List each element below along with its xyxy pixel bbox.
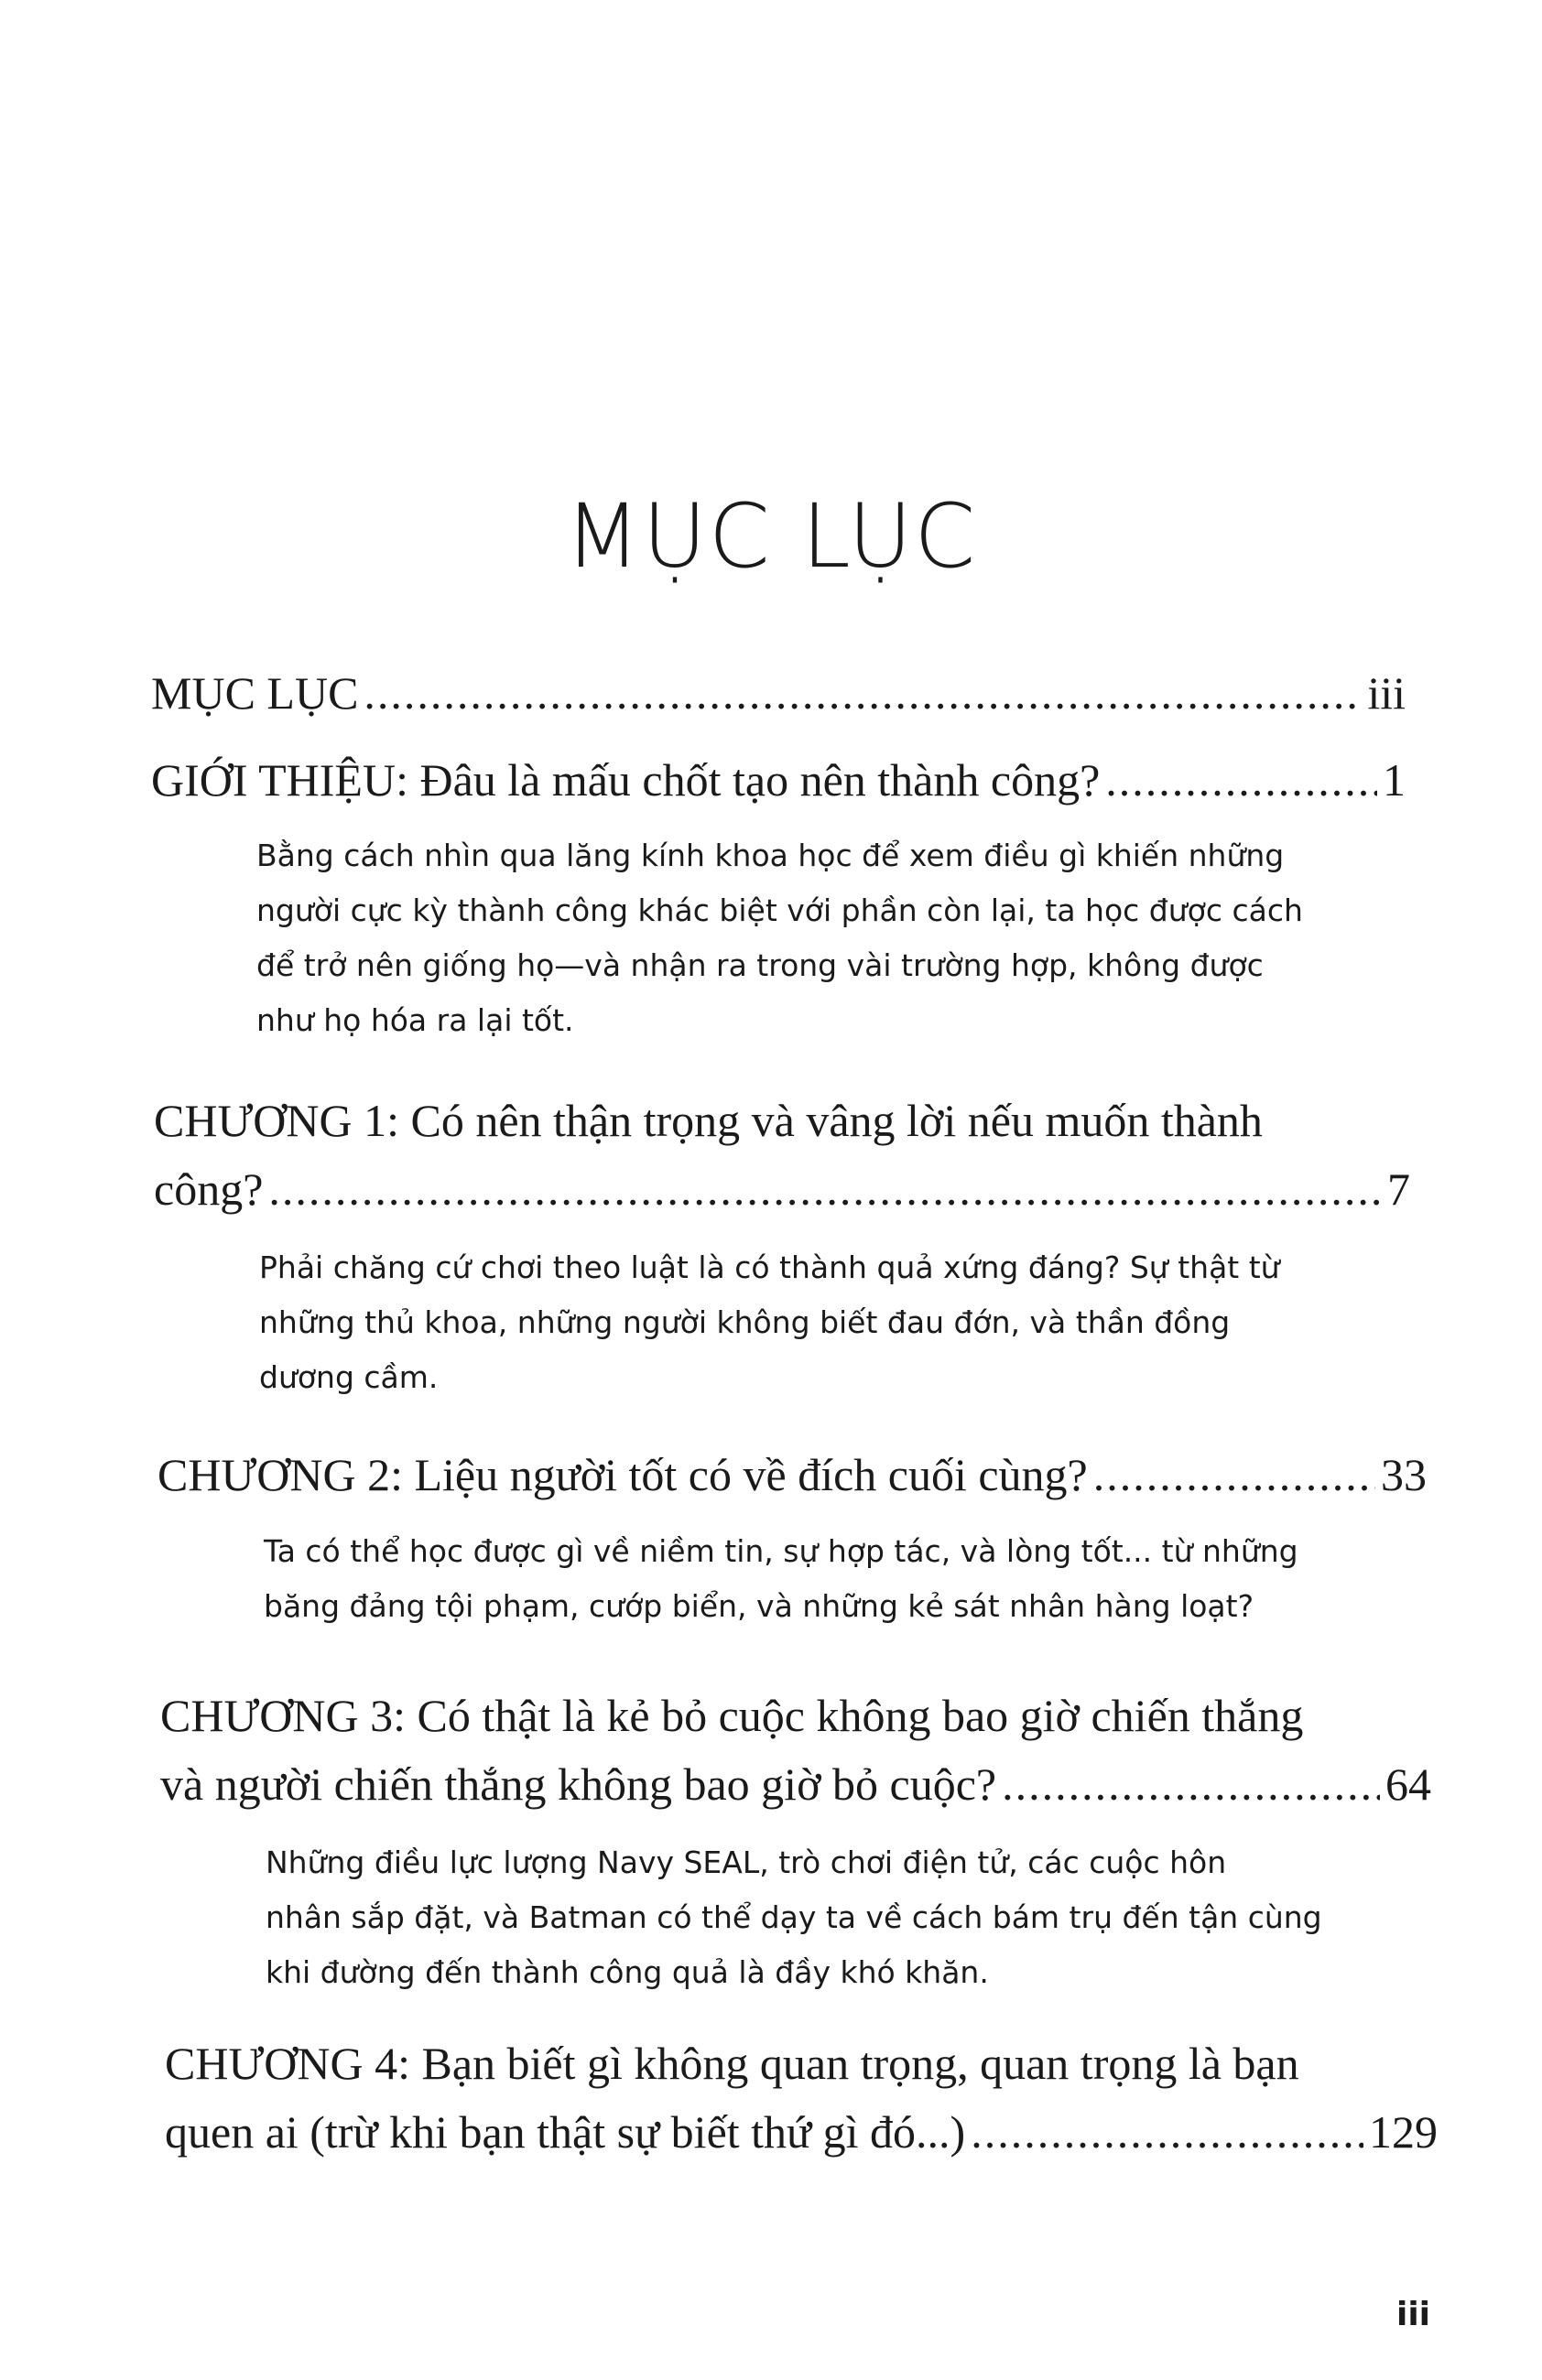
- dot-leader: [1105, 753, 1377, 806]
- dot-leader: [268, 1163, 1382, 1216]
- description-line: người cực kỳ thành công khác biệt với phần còn lại, ta học được cách: [256, 892, 1303, 928]
- toc-entry-title-line: CHƯƠNG 1: Có nên thận trọng và vâng lời nếu muốn thành: [154, 1095, 1263, 1146]
- toc-entry-title: quen ai (trừ khi bạn thật sự biết thứ gì đó...): [165, 2106, 966, 2158]
- toc-entry-title: GIỚI THIỆU: Đâu là mấu chốt tạo nên thành công?: [151, 754, 1101, 806]
- toc-page-number: 7: [1387, 1163, 1410, 1215]
- description-line: dương cầm.: [259, 1359, 439, 1395]
- description-line: khi đường đến thành công quả là đầy khó khăn.: [266, 1954, 989, 1990]
- toc-entry-description: [259, 1240, 1280, 1405]
- toc-entry-description: [256, 828, 1303, 1048]
- toc-entry-chapter-3: [160, 1758, 1431, 1811]
- dot-leader: [1002, 1758, 1380, 1811]
- description-line: như họ hóa ra lại tốt.: [256, 1002, 574, 1038]
- toc-entry-introduction: [151, 753, 1406, 806]
- page-number-footer: iii: [1396, 2296, 1431, 2333]
- description-line: nhân sắp đặt, và Batman có thể dạy ta về cách bám trụ đến tận cùng: [266, 1899, 1322, 1935]
- toc-entry-title: công?: [154, 1163, 264, 1215]
- toc-entry-title: và người chiến thắng không bao giờ bỏ cuộc?: [160, 1758, 997, 1810]
- toc-entry-chapter-4: [165, 2105, 1438, 2158]
- toc-entry-title: CHƯƠNG 2: Liệu người tốt có về đích cuối cùng?: [157, 1449, 1088, 1500]
- toc-page-number: iii: [1367, 667, 1406, 719]
- toc-page-number: 33: [1381, 1449, 1427, 1500]
- description-line: Bằng cách nhìn qua lăng kính khoa học để xem điều gì khiến những: [256, 838, 1285, 873]
- toc-page-number: 64: [1385, 1758, 1431, 1810]
- dot-leader: [1093, 1448, 1375, 1501]
- toc-entry-description: [264, 1524, 1298, 1634]
- description-line: Phải chăng cứ chơi theo luật là có thành quả xứng đáng? Sự thật từ: [259, 1250, 1280, 1285]
- toc-entry-title: MỤC LỤC: [151, 667, 359, 719]
- toc-entry-chapter-2: [157, 1448, 1427, 1501]
- dot-leader: [971, 2105, 1363, 2158]
- toc-entry-title-line: CHƯƠNG 3: Có thật là kẻ bỏ cuộc không bao giờ chiến thắng: [160, 1690, 1304, 1741]
- description-line: để trở nên giống họ—và nhận ra trong vài trường hợp, không được: [256, 947, 1264, 983]
- toc-entry-title-line: CHƯƠNG 4: Bạn biết gì không quan trọng, quan trọng là bạn: [165, 2038, 1299, 2089]
- description-line: băng đảng tội phạm, cướp biển, và những kẻ sát nhân hàng loạt?: [264, 1588, 1254, 1624]
- dot-leader: [364, 666, 1362, 719]
- toc-page-number: 129: [1369, 2106, 1438, 2158]
- description-line: Ta có thể học được gì về niềm tin, sự hợp tác, và lòng tốt... từ những: [264, 1533, 1298, 1569]
- description-line: Những điều lực lượng Navy SEAL, trò chơi điện tử, các cuộc hôn: [266, 1844, 1227, 1880]
- page-title: MỤC LỤC: [564, 485, 978, 588]
- description-line: những thủ khoa, những người không biết đau đớn, và thần đồng: [259, 1304, 1231, 1340]
- toc-page-number: 1: [1383, 754, 1406, 806]
- toc-entry-description: [266, 1835, 1322, 2000]
- toc-entry-contents: [151, 666, 1406, 719]
- toc-entry-chapter-1: [154, 1163, 1410, 1216]
